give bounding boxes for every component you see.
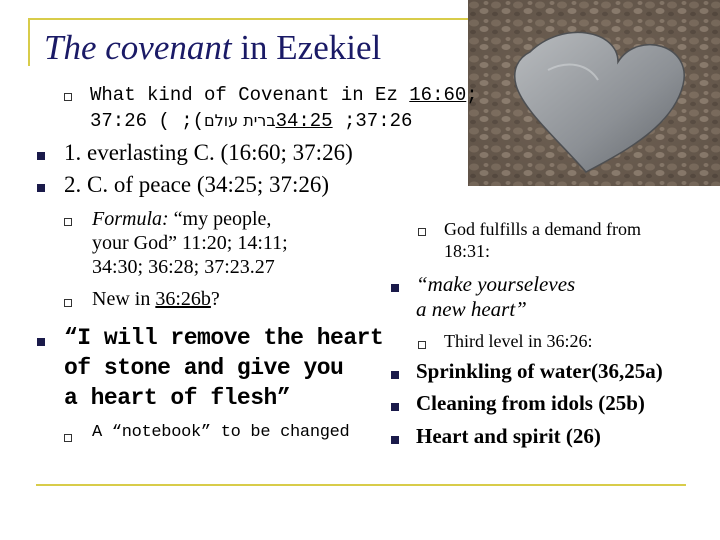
hollow-square-bullet-icon [64,218,72,226]
filled-square-bullet-icon [391,436,399,444]
page-title [44,28,381,68]
formula-line2: your God” 11:20; 14:11; [92,232,288,254]
notebook-line: A “notebook” to be changed [92,423,350,442]
remove-heart-line2: of stone and give you [64,355,344,381]
third-level-line: Third level in 36:26: [444,331,593,351]
point-everlasting: 1. everlasting C. (16:60; 37:26) [64,140,353,165]
new-in-end: ? [210,288,220,310]
intro-line-1 [90,84,478,106]
filled-square-bullet-icon [37,338,45,346]
god-fulfills-block [444,218,641,262]
formula-label: Formula: [92,208,169,230]
filled-square-bullet-icon [37,184,45,192]
item-sprinkling: Sprinkling of water(36,25a) [416,359,663,383]
hebrew-berit-olam: ברית עולם [204,111,276,130]
new-in-text: New in [92,288,156,310]
title-rest-part: in Ezekiel [231,28,382,67]
new-in-ref: 36:26b [155,288,211,310]
bottom-rule [36,484,686,486]
god-fulfills-line2: 18:31: [444,241,491,261]
remove-heart-line1: “I will remove the heart [64,325,384,351]
intro-line-2 [90,110,412,132]
make-line2: a new heart” [416,297,527,321]
make-new-heart-quote [416,272,575,322]
intro-line2-text: 37:26 ( ;( [90,110,205,132]
item-cleaning: Cleaning from idols (25b) [416,391,645,415]
hollow-square-bullet-icon [64,434,72,442]
intro-ref-16-60: 16:60 [409,84,467,106]
intro-ref-34-25: 34:25 [275,110,333,132]
formula-line1: “my people, [168,208,272,230]
filled-square-bullet-icon [391,403,399,411]
filled-square-bullet-icon [391,371,399,379]
formula-block [92,207,288,279]
filled-square-bullet-icon [391,284,399,292]
intro-line1-text: What kind of Covenant in Ez [90,84,410,106]
stone-heart-photo [468,0,720,186]
hollow-square-bullet-icon [418,341,426,349]
hollow-square-bullet-icon [64,93,72,101]
hollow-square-bullet-icon [418,228,426,236]
formula-line3: 34:30; 36:28; 37:23.27 [92,256,275,278]
new-in-line [92,288,220,311]
intro-line2-end: ;37:26 [332,110,413,132]
title-frame-left-rule [28,18,30,66]
filled-square-bullet-icon [37,152,45,160]
remove-heart-line3: a heart of flesh” [64,385,291,411]
title-italic-part: The covenant [44,28,232,67]
god-fulfills-line1: God fulfills a demand from [444,219,641,239]
remove-heart-quote [64,323,383,413]
intro-line1-end: ; [466,84,478,106]
point-peace: 2. C. of peace (34:25; 37:26) [64,172,330,197]
item-heart-spirit: Heart and spirit (26) [416,424,601,448]
make-line1: “make yourseleves [416,272,576,296]
hollow-square-bullet-icon [64,299,72,307]
